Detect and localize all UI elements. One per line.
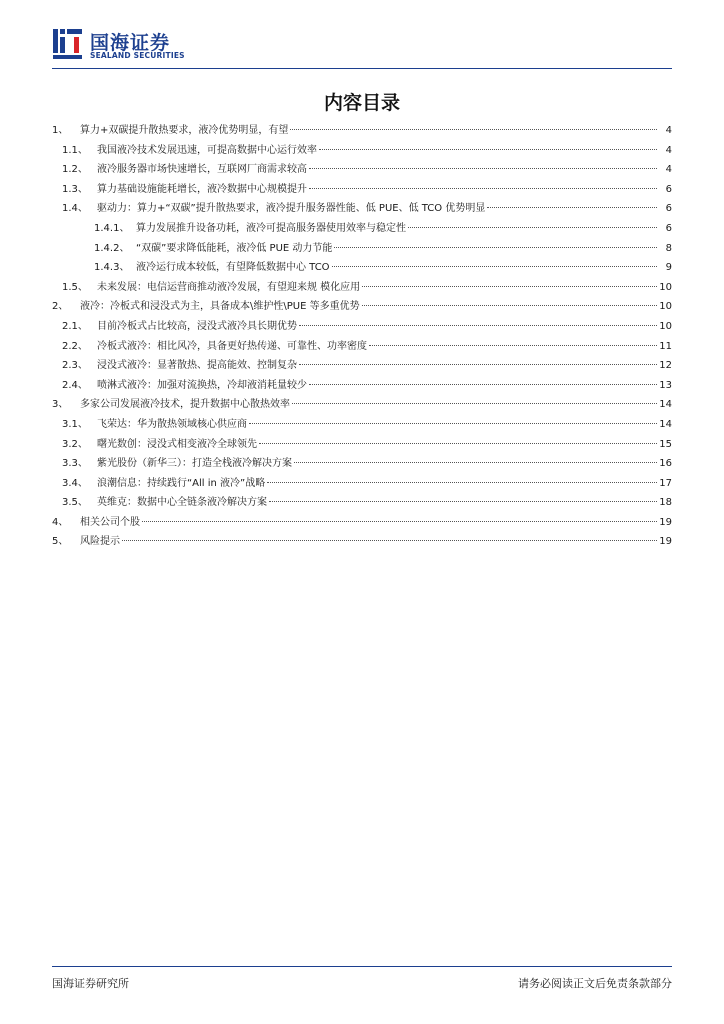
toc-entry-text: 紫光股份（新华三）：打造全栈液冷解决方案 — [97, 458, 292, 470]
toc-entry[interactable] — [52, 513, 672, 533]
toc-entry-page: 11 — [659, 340, 672, 352]
toc-entry[interactable] — [52, 278, 672, 298]
toc-entry-number: 1.4.1、 — [94, 222, 130, 234]
toc-entry-number: 1.2、 — [62, 164, 88, 176]
toc-entry-text: 飞荣达：华为散热领域核心供应商 — [97, 418, 247, 430]
toc-leader-dots — [259, 443, 657, 444]
toc-entry-number: 3.1、 — [62, 418, 88, 430]
toc-entry[interactable] — [52, 317, 672, 337]
toc-entry[interactable] — [52, 435, 672, 455]
toc-entry-text: 算力基础设施能耗增长，液冷数据中心规模提升 — [97, 183, 307, 195]
toc-entry-text: 目前冷板式占比较高，浸没式液冷具长期优势 — [97, 320, 297, 332]
toc-entry-page: 6 — [665, 183, 672, 195]
toc-entry-text: 液冷运行成本较低，有望降低数据中心 TCO — [136, 262, 330, 274]
toc-entry[interactable] — [52, 474, 672, 494]
toc-entry-text: 液冷服务器市场快速增长，互联网厂商需求较高 — [97, 164, 307, 176]
toc-entry-number: 1.1、 — [62, 144, 88, 156]
toc-leader-dots — [408, 227, 657, 228]
toc-entry[interactable] — [52, 395, 672, 415]
toc-entry[interactable] — [52, 219, 672, 239]
toc-entry-page: 18 — [659, 497, 672, 509]
toc-entry-number: 3.4、 — [62, 477, 88, 489]
toc-entry-page: 10 — [659, 281, 672, 293]
toc-entry-number: 2、 — [52, 301, 69, 313]
toc-entry-text: 英维克：数据中心全链条液冷解决方案 — [97, 497, 267, 509]
toc-leader-dots — [309, 168, 657, 169]
toc-entry-text: “双碳”要求降低能耗，液冷低 PUE 动力节能 — [136, 242, 333, 254]
toc-leader-dots — [369, 345, 657, 346]
toc-entry-page: 15 — [659, 438, 672, 450]
toc-entry-number: 5、 — [52, 536, 69, 548]
toc-entry-number: 2.1、 — [62, 320, 88, 332]
toc-entry-text: 相关公司个股 — [80, 516, 140, 528]
toc-leader-dots — [332, 266, 657, 267]
toc-entry-page: 10 — [659, 320, 672, 332]
toc-entry-page: 6 — [665, 203, 672, 215]
toc-leader-dots — [362, 286, 657, 287]
toc-leader-dots — [362, 305, 657, 306]
toc-entry-text: 算力+双碳提升散热要求，液冷优势明显，有望 — [80, 125, 289, 136]
toc-leader-dots — [269, 501, 657, 502]
toc-entry-page: 14 — [659, 399, 672, 411]
toc-entry[interactable] — [52, 258, 672, 278]
toc-leader-dots — [292, 403, 657, 404]
toc-entry-page: 4 — [665, 164, 672, 176]
toc-entry[interactable] — [52, 532, 672, 552]
toc-entry-page: 16 — [659, 458, 672, 470]
toc-entry-text: 驱动力：算力+“双碳”提升散热要求，液冷提升服务器性能、低 PUE、低 TCO 优势明显 — [97, 203, 486, 215]
toc-entry-page: 8 — [665, 242, 672, 254]
toc-entry-number: 3.5、 — [62, 497, 88, 509]
toc-entry-text: 我国液冷技术发展迅速，可提高数据中心运行效率 — [97, 144, 317, 156]
toc-entry-page: 14 — [659, 418, 672, 430]
toc-entry[interactable] — [52, 180, 672, 200]
toc-leader-dots — [267, 482, 657, 483]
toc-entry[interactable] — [52, 160, 672, 180]
toc-leader-dots — [319, 149, 657, 150]
toc-entry-page: 19 — [659, 536, 672, 548]
toc-entry-page: 12 — [659, 360, 672, 372]
toc-entry-text: 风险提示 — [80, 536, 120, 548]
toc-leader-dots — [309, 188, 657, 189]
toc-entry-number: 3.2、 — [62, 438, 88, 450]
toc-entry[interactable] — [52, 356, 672, 376]
toc-entry-number: 1.4、 — [62, 203, 88, 215]
toc-entry-page: 13 — [659, 379, 672, 391]
toc-entry-page: 6 — [665, 222, 672, 234]
toc-leader-dots — [142, 521, 657, 522]
toc-leader-dots — [290, 129, 657, 130]
page-title: 内容目录 — [323, 92, 400, 114]
toc-leader-dots — [122, 540, 657, 541]
toc-entry-page: 10 — [659, 301, 672, 313]
toc-leader-dots — [309, 384, 657, 385]
toc-entry[interactable] — [52, 454, 672, 474]
toc-entry-number: 1、 — [52, 125, 69, 136]
toc-leader-dots — [334, 247, 657, 248]
toc-entry-number: 2.4、 — [62, 379, 88, 391]
sealand-logo-icon — [52, 26, 84, 60]
toc-entry-page: 4 — [665, 125, 672, 136]
header-divider — [52, 68, 672, 69]
toc-leader-dots — [294, 462, 657, 463]
toc-entry-text: 浪潮信息：持续践行“All in 液冷”战略 — [97, 477, 266, 489]
footer-institute: 国海证券研究所 — [52, 977, 129, 990]
toc-entry-text: 曙光数创：浸没式相变液冷全球领先 — [97, 438, 257, 450]
toc-entry-text: 喷淋式液冷：加强对流换热，冷却液消耗量较少 — [97, 379, 307, 391]
toc-entry[interactable] — [52, 121, 672, 141]
toc-entry-number: 2.2、 — [62, 340, 88, 352]
toc-entry-number: 3.3、 — [62, 458, 88, 470]
toc-entry-number: 1.5、 — [62, 281, 88, 293]
toc-entry[interactable] — [52, 493, 672, 513]
brand-name: 国海证券 — [90, 32, 171, 54]
toc-entry[interactable] — [52, 415, 672, 435]
toc-entry-page: 19 — [659, 516, 672, 528]
toc-entry-number: 1.4.3、 — [94, 262, 130, 274]
toc-entry-page: 9 — [665, 262, 672, 274]
toc-entry[interactable] — [52, 297, 672, 317]
toc-entry[interactable] — [52, 239, 672, 259]
toc-entry-text: 冷板式液冷：相比风冷，具备更好热传递、可靠性、功率密度 — [97, 340, 367, 352]
toc-entry[interactable] — [52, 376, 672, 396]
brand-name-english: SEALAND SECURITIES — [90, 51, 185, 60]
table-of-contents — [52, 121, 672, 552]
footer-disclaimer: 请务必阅读正文后免责条款部分 — [518, 977, 672, 990]
toc-leader-dots — [299, 364, 657, 365]
toc-entry[interactable] — [52, 337, 672, 357]
toc-entry-number: 4、 — [52, 516, 69, 528]
toc-entry[interactable] — [52, 141, 672, 161]
toc-entry-text: 算力发展推升设备功耗，液冷可提高服务器使用效率与稳定性 — [136, 222, 406, 234]
toc-entry-text: 浸没式液冷：显著散热、提高能效、控制复杂 — [97, 360, 297, 372]
toc-leader-dots — [249, 423, 657, 424]
toc-entry-text: 未来发展：电信运营商推动液冷发展，有望迎来规 模化应用 — [97, 281, 361, 293]
toc-entry-text: 多家公司发展液冷技术，提升数据中心散热效率 — [80, 399, 290, 411]
footer-divider — [52, 966, 672, 967]
toc-entry-text: 液冷：冷板式和浸没式为主，具备成本\维护性\PUE 等多重优势 — [80, 301, 360, 313]
toc-entry-page: 4 — [665, 144, 672, 156]
toc-entry-page: 17 — [659, 477, 672, 489]
toc-entry-number: 3、 — [52, 399, 69, 411]
toc-leader-dots — [487, 207, 657, 208]
toc-leader-dots — [299, 325, 657, 326]
toc-entry-number: 1.3、 — [62, 183, 88, 195]
toc-entry[interactable] — [52, 199, 672, 219]
toc-entry-number: 1.4.2、 — [94, 242, 130, 254]
toc-entry-number: 2.3、 — [62, 360, 88, 372]
